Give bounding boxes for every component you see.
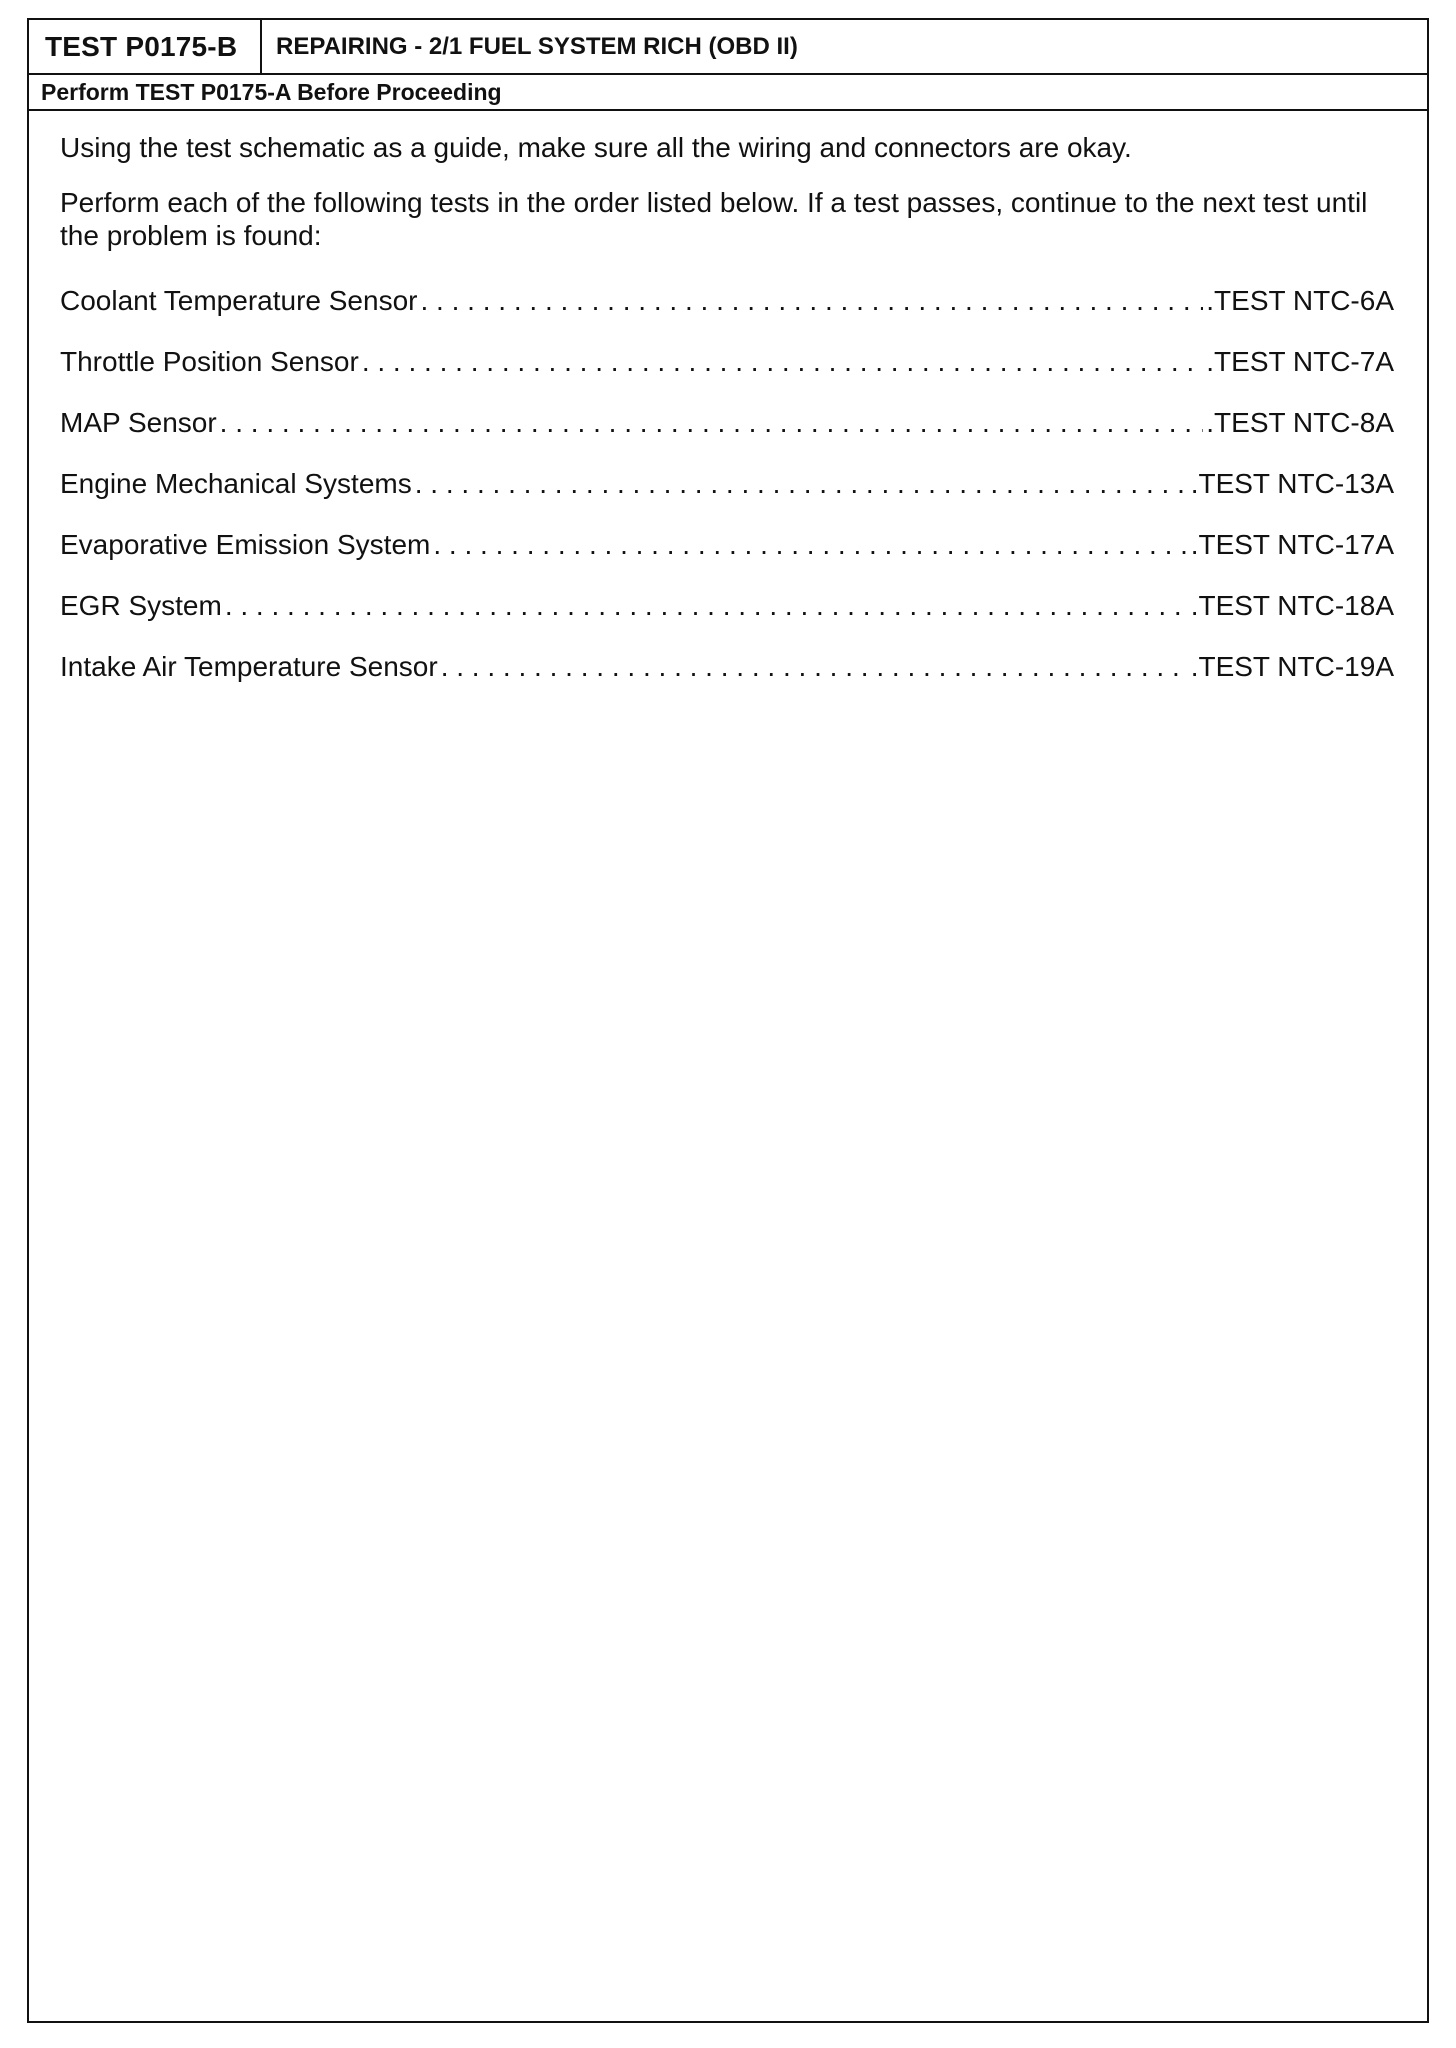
test-id-label: TEST P0175-B [29,20,262,73]
test-list-item [60,345,1394,406]
test-reference: .TEST NTC-13A [1190,468,1394,499]
dot-leader [220,406,1204,439]
test-reference: .TEST NTC-7A [1206,346,1394,377]
test-name: Evaporative Emission System [60,529,431,560]
prerequisite-note: Perform TEST P0175-A Before Proceeding [29,73,1427,111]
test-name: MAP Sensor [60,407,217,438]
dot-leader [433,528,1187,561]
test-name: Coolant Temperature Sensor [60,285,418,316]
dot-leader [441,650,1188,683]
dot-leader [362,345,1203,378]
test-list-item [60,650,1394,711]
test-list-item [60,528,1394,589]
test-list-item [60,467,1394,528]
test-reference: .TEST NTC-8A [1206,407,1394,438]
test-list-item [60,406,1394,467]
test-name: EGR System [60,590,222,621]
dot-leader [415,467,1188,500]
test-list [60,284,1394,711]
document-body [29,111,1427,711]
test-list-item [60,589,1394,650]
test-reference: .TEST NTC-18A [1190,590,1394,621]
header-row [29,20,1427,73]
test-name: Intake Air Temperature Sensor [60,651,438,682]
document-frame [27,18,1429,2023]
test-reference: .TEST NTC-17A [1190,529,1394,560]
test-title: REPAIRING - 2/1 FUEL SYSTEM RICH (OBD II) [276,32,798,60]
test-name: Throttle Position Sensor [60,346,359,377]
instruction-paragraph-wiring: Using the test schematic as a guide, make sure all the wiring and connectors are okay. [60,132,1132,163]
test-list-item [60,284,1394,345]
test-reference: .TEST NTC-19A [1190,651,1394,682]
test-reference: .TEST NTC-6A [1206,285,1394,316]
test-name: Engine Mechanical Systems [60,468,412,499]
dot-leader [225,589,1188,622]
dot-leader [420,284,1203,317]
instruction-paragraph-test-order: Perform each of the following tests in the order listed below. If a test passes, continue to the next test until the problem is found: [60,187,1368,251]
